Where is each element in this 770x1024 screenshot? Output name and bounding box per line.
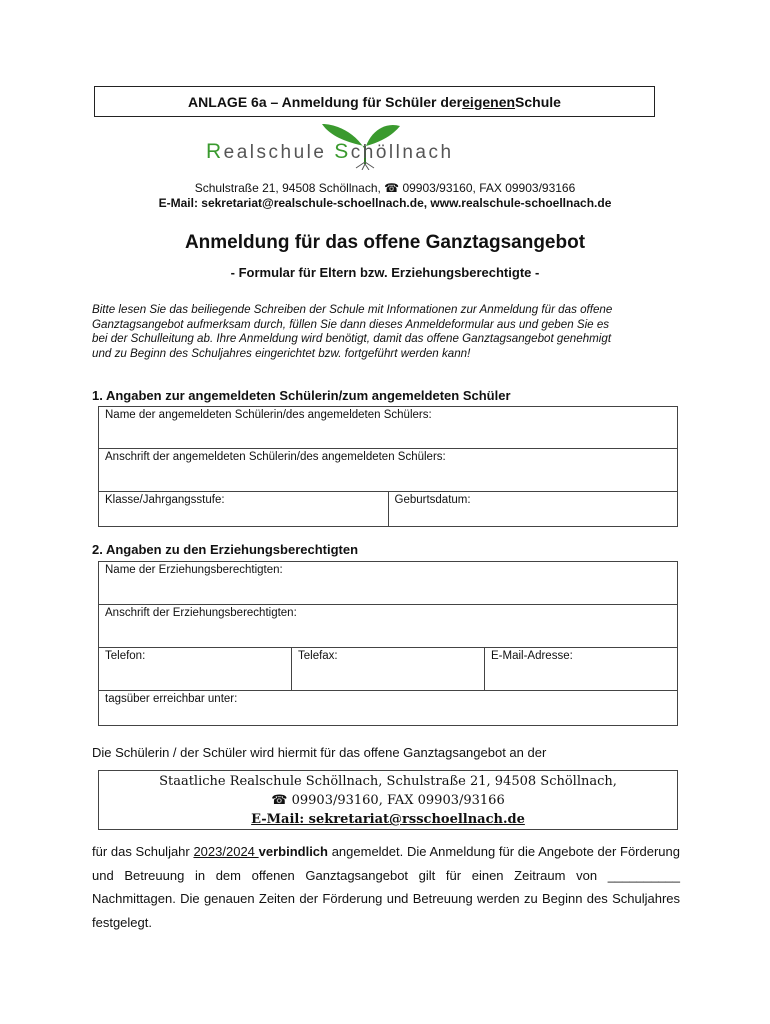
page-subtitle: - Formular für Eltern bzw. Erziehungsberechtigte - xyxy=(230,265,540,280)
guardian-name-field[interactable] xyxy=(99,562,678,605)
fax-label: Telefax: xyxy=(298,650,338,662)
email-field[interactable] xyxy=(485,648,678,691)
student-name-label: Name der angemeldeten Schülerin/des angemeldeten Schülers: xyxy=(105,409,432,421)
student-form xyxy=(98,406,678,527)
student-name-field[interactable] xyxy=(99,407,678,449)
section2-heading: 2. Angaben zu den Erziehungsberechtigten xyxy=(92,542,359,557)
seedling-icon xyxy=(204,118,566,170)
phone-field[interactable] xyxy=(99,648,292,691)
school-year: 2023/2024 xyxy=(193,844,259,859)
school-address: Schulstraße 21, 94508 Schöllnach, ☎ 09903/93160, FAX 09903/93166 xyxy=(194,181,576,195)
closing-paragraph xyxy=(92,840,680,934)
daytime-contact-label: tagsüber erreichbar unter: xyxy=(105,693,238,705)
guardian-name-label: Name der Erziehungsberechtigten: xyxy=(105,564,283,576)
intro-text xyxy=(92,303,682,361)
birthdate-field[interactable] xyxy=(388,492,678,527)
school-info-line2: ☎ 09903/93160, FAX 09903/93166 xyxy=(271,793,505,808)
class-label: Klasse/Jahrgangsstufe: xyxy=(105,494,225,506)
annex-header-underlined: eigenen xyxy=(462,93,516,110)
fax-field[interactable] xyxy=(292,648,485,691)
school-info-email: E-Mail: sekretariat@rsschoellnach.de xyxy=(251,812,525,827)
closing-part1: für das Schuljahr xyxy=(92,844,194,859)
phone-label: Telefon: xyxy=(105,650,146,662)
email-label: E-Mail-Adresse: xyxy=(491,650,573,662)
school-info-line1: Staatliche Realschule Schöllnach, Schulstraße 21, 94508 Schöllnach, xyxy=(159,774,617,789)
guardian-address-field[interactable] xyxy=(99,605,678,648)
annex-header xyxy=(94,86,655,117)
intro-line: Ganztagsangebot aufmerksam durch, füllen Sie dann dieses Anmeldeformular aus und geben Sie es xyxy=(92,317,610,331)
guardian-form xyxy=(98,561,678,726)
closing-part2: angemeldet. Die Anmeldung für die Angebote der Förderung und Betreuung in dem offenen Ganztagsangebot gilt für einen Zeitraum von __________ Nachmittagen. Die genauen Zeiten der Förderung und Betreuung werden zu Beginn des Schuljahres festgelegt. xyxy=(92,844,680,930)
section1-heading: 1. Angaben zur angemeldeten Schülerin/zum angemeldeten Schüler xyxy=(92,388,511,403)
intro-line: Bitte lesen Sie das beiliegende Schreiben der Schule mit Informationen zur Anmeldung für das offene xyxy=(92,303,613,316)
annex-header-prefix: ANLAGE 6a – Anmeldung für Schüler der xyxy=(188,93,463,110)
annex-header-suffix: Schule xyxy=(515,93,561,110)
student-address-field[interactable] xyxy=(99,449,678,492)
guardian-address-label: Anschrift der Erziehungsberechtigten: xyxy=(105,607,297,619)
page-title: Anmeldung für das offene Ganztagsangebot xyxy=(184,232,586,253)
student-address-label: Anschrift der angemeldeten Schülerin/des angemeldeten Schülers: xyxy=(105,451,446,463)
intro-line: bei der Schulleitung ab. Ihre Anmeldung wird benötigt, damit das offene Ganztagsangebot genehmigt xyxy=(92,332,612,345)
svg-text:Realschule Schöllnach: Realschule Schöllnach xyxy=(206,140,454,163)
declaration-text: Die Schülerin / der Schüler wird hiermit für das offene Ganztagsangebot an der xyxy=(92,745,547,760)
school-contact: E-Mail: sekretariat@realschule-schoellnach.de, www.realschule-schoellnach.de xyxy=(158,196,612,210)
birthdate-label: Geburtsdatum: xyxy=(394,494,471,506)
class-field[interactable] xyxy=(99,492,389,527)
school-info-box xyxy=(98,770,678,830)
binding-label: verbindlich xyxy=(258,844,328,859)
school-logo xyxy=(204,118,566,170)
intro-line: und zu Beginn des Schuljahres eingerichtet bzw. fortgeführt werden kann! xyxy=(92,346,471,360)
daytime-contact-field[interactable] xyxy=(99,691,678,726)
